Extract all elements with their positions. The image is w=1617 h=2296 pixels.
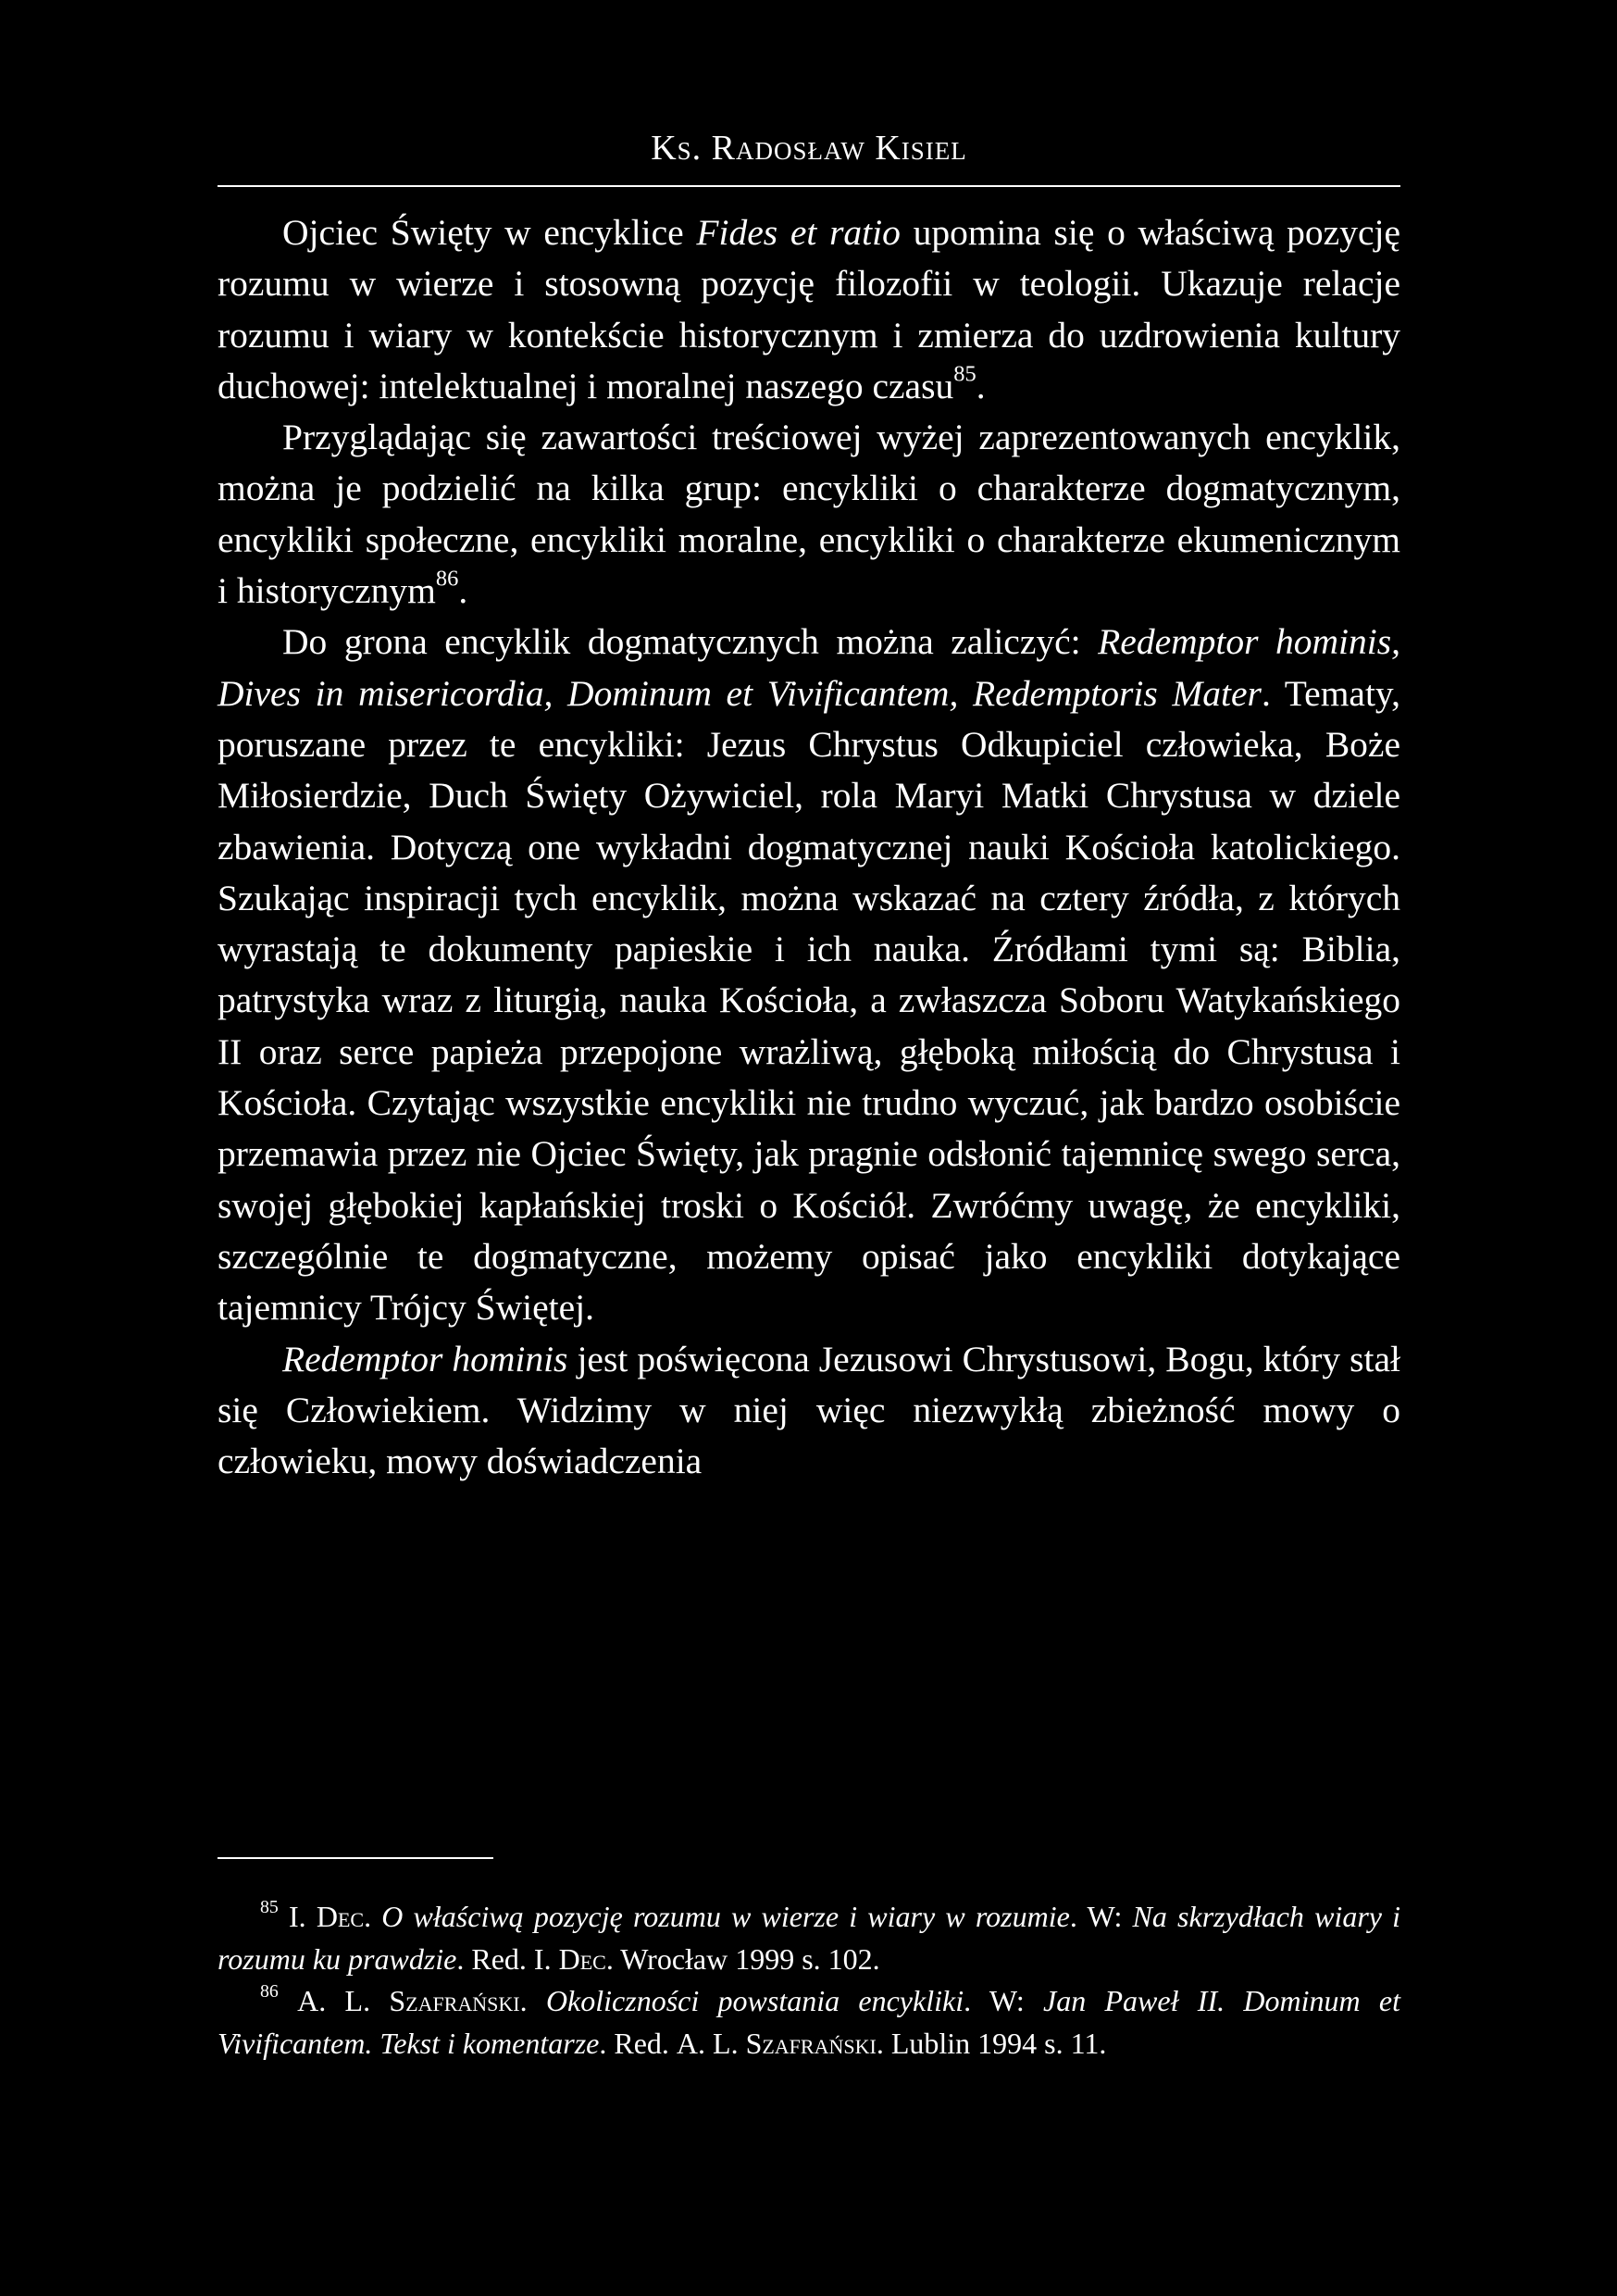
paragraph-2-end: .	[458, 570, 468, 612]
paragraph-4-italic-title: Redemptor hominis	[282, 1338, 568, 1379]
footnote-85: $^{85}$ I. Dec. O właściwą pozycję rozumu w wierze i wiary w rozumie. W: Na skrzydłach wiary i rozumu ku prawdzie. Red. I. Dec. Wrocław 1999 s. 102.	[218, 1897, 1401, 1976]
header-rule	[218, 185, 1400, 187]
paragraph-1-italic-title: Fides et ratio	[696, 212, 901, 253]
footnote-86-source: Jan Paweł II. Dominum et Vivificantem. Tekst i komentarze	[218, 1984, 1401, 2060]
footnote-85-in: W:	[1087, 1900, 1133, 1933]
footnote-85-editor: I. Dec	[533, 1941, 606, 1976]
paragraph-3-text: Do grona encyklik dogmatycznych można zaliczyć:	[282, 621, 1099, 663]
paragraph-1-text: Ojciec Święty w encyklice	[282, 212, 697, 253]
footnote-rule	[218, 1857, 493, 1859]
paragraph-2-text: Przyglądając się zawartości treściowej wyżej zaprezentowanych encyklik, można je podzielić na kilka grup: encykliki o charakterze dogmatycznym, encykliki społeczne, encykliki moralne, encykliki o charakterze ekumenicznym i historycznym	[218, 417, 1400, 612]
paragraph-3-text-cont: . Tematy, poruszane przez te encykliki: Jezus Chrystus Odkupiciel człowieka, Boże Miłosierdzie, Duch Święty Ożywiciel, rola Maryi Matki Chrystusa w dziele zbawienia. Dotyczą one wykładni dogmatycznej nauki Kościoła katolickiego. Szukając inspiracji tych encyklik, można wskazać na cztery źródła, z których wyrastają te dokumenty papieskie i ich nauka. Źródłami tymi są: Biblia, patrystyka wraz z liturgią, nauka Kościoła, a zwłaszcza Soboru Watykańskiego II oraz serce papieża przepojone wrażliwą, głęboką miłością do Chrystusa i Kościoła. Czytając wszystkie encykliki nie trudno wyczuć, jak bardzo osobiście przemawia przez nie Ojciec Święty, jak pragnie odsłonić tajemnicę swego serca, swojej głębokiej kapłańskiej troski o Kościół. Zwróćmy uwagę, że encykliki, szczególnie te dogmatyczne, możemy opisać jako encykliki dotykające tajemnicy Trójcy Świętej.	[218, 672, 1400, 1329]
footnote-86: $^{86}$ A. L. Szafrański. Okoliczności powstania encykliki. W: Jan Paweł II. Dominum et Vivificantem. Tekst i komentarze. Red. A. L. Szafrański. Lublin 1994 s. 11.	[218, 1981, 1401, 2060]
footnote-86-in: W:	[989, 1984, 1044, 2017]
footnotes	[218, 1896, 1400, 2065]
paragraph-3	[218, 617, 1400, 1333]
footnote-85-author: I. Dec	[289, 1900, 365, 1933]
paragraph-1	[218, 207, 1400, 412]
paragraph-4	[218, 1334, 1400, 1488]
paragraph-2	[218, 412, 1400, 617]
paragraph-3-italic-titles: Redemptor hominis, Dives in misericordia, Dominum et Vivificantem, Redemptoris Mater	[218, 621, 1400, 714]
paragraph-4-text: jest poświęcona Jezusowi Chrystusowi, Bogu, który stał się Człowiekiem. Widzimy w niej więc niezwykłą zbieżność mowy o człowieku, mowy doświadczenia	[218, 1338, 1400, 1482]
footnote-86-place: . Lublin 1994 s. 11.	[876, 2026, 1107, 2060]
paragraph-1-end: .	[976, 365, 986, 406]
footnote-86-author: A. L. Szafrański	[297, 1984, 520, 2017]
footnote-85-source: Na skrzydłach wiary i rozumu ku prawdzie	[218, 1900, 1401, 1976]
footnote-ref-86[interactable]: 86	[435, 566, 459, 592]
footnote-86-editor: A. L. Szafrański	[676, 2026, 877, 2060]
paragraph-1-text-cont: upomina się o właściwą pozycję rozumu w wierze i stosowną pozycję filozofii w teologii. Ukazuje relacje rozumu i wiary w kontekście historycznym i zmierza do uzdrowienia kultury duchowej: intelektualnej i moralnej naszego czasu	[218, 212, 1400, 406]
footnote-86-title: Okoliczności powstania encykliki	[545, 1984, 964, 2017]
footnote-85-place: . Wrocław 1999 s. 102.	[605, 1941, 880, 1976]
footnote-86-red: . Red.	[599, 2026, 677, 2060]
footnote-85-title: O właściwą pozycję rozumu w wierze i wiary w rozumie	[381, 1900, 1070, 1933]
footnote-85-number: 85	[260, 1897, 279, 1918]
running-head: Ks. Radosław Kisiel	[651, 129, 967, 168]
footnote-85-red: . Red.	[456, 1941, 534, 1976]
body-text	[218, 207, 1400, 1487]
footnote-ref-85[interactable]: 85	[953, 361, 976, 387]
footnote-86-number: 86	[260, 1981, 279, 2003]
